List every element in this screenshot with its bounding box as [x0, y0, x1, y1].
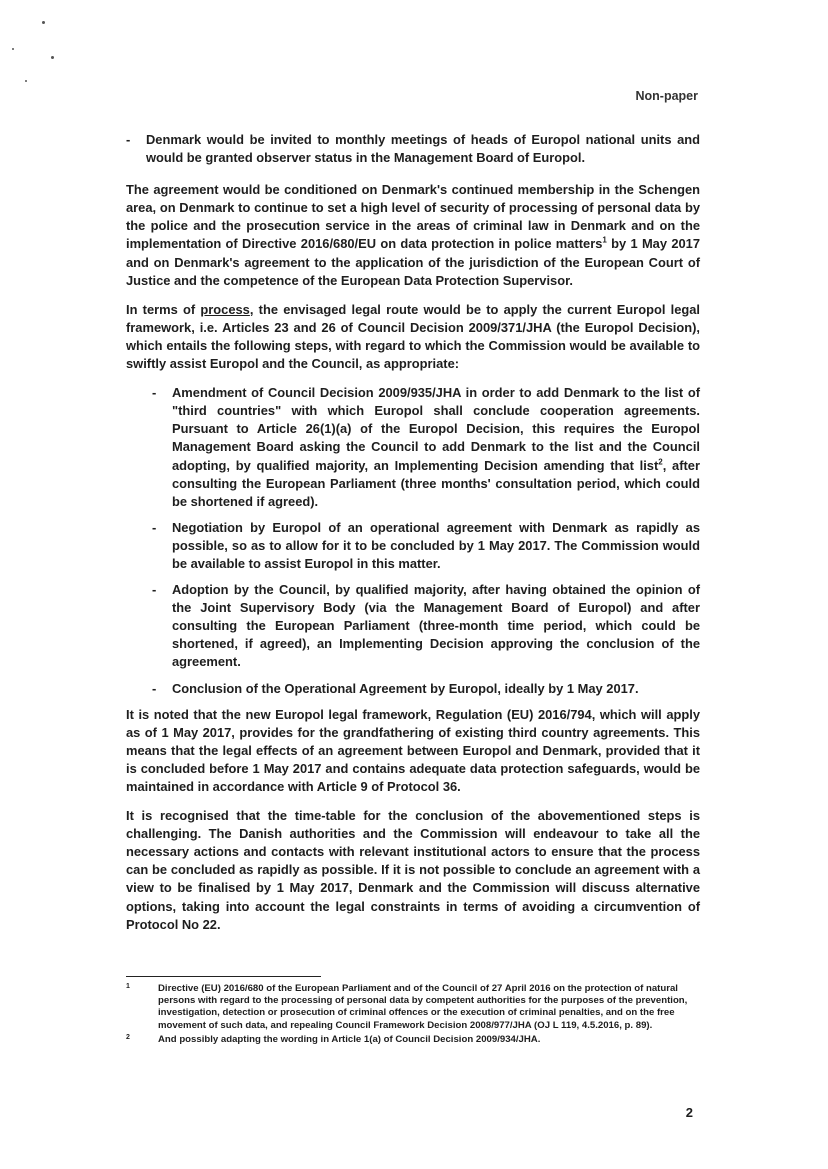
footnote-1	[126, 983, 700, 1032]
step-text-b: , after consulting the European Parliament (three months' consultation period, which could be shortened if agreed).	[172, 457, 700, 509]
paragraph-timetable: It is recognised that the time-table for the conclusion of the abovementioned steps is challenging. The Danish authorities and the Commission will endeavour to take all the necessary actions and contacts with relevant institutional actors to ensure that the process can be concluded as rapidly as possible. If it is not possible to conclude an agreement with a view to be finalised by 1 May 2017, Denmark and the Commission will discuss alternative options, taking into account the legal constraints in terms of avoiding a circumvention of Protocol No 22.	[126, 808, 700, 932]
intro-bullet	[126, 131, 700, 167]
footnote-ref-1: 1	[602, 236, 607, 246]
scan-speck	[51, 56, 54, 59]
bullet-dash: -	[152, 582, 157, 598]
paragraph-conditions-text-b: by 1 May 2017 and on Denmark's agreement to the application of the jurisdiction of the European Court of Justice and the competence of the European Data Protection Supervisor.	[126, 236, 700, 288]
paragraph-conditions	[126, 181, 700, 290]
paragraph-process-pre: In terms of	[126, 301, 201, 317]
footnote-number: 1	[126, 983, 130, 990]
intro-bullet-text: Denmark would be invited to monthly meetings of heads of Europol national units and would be granted observer status in the Management Board of Europol.	[146, 132, 700, 166]
header-label: Non-paper	[635, 89, 698, 103]
scan-speck	[12, 48, 14, 50]
paragraph-process	[126, 301, 700, 373]
footnote-text: And possibly adapting the wording in Article 1(a) of Council Decision 2009/934/JHA.	[158, 1033, 541, 1045]
paragraph-process-post: , the envisaged legal route would be to apply the current Europol legal framework, i.e. Articles 23 and 26 of Council Decision 2009/371/JHA (the Europol Decision), which entails the following steps, with regard to which the Commission would be available to swiftly assist Europol and the Council, as appropriate:	[126, 301, 700, 372]
paragraph-grandfathering: It is noted that the new Europol legal framework, Regulation (EU) 2016/794, which will apply as of 1 May 2017, provides for the grandfathering of existing third country agreements. This means that the legal effects of an agreement between Europol and Denmark, provided that it is concluded before 1 May 2017 and contains adequate data protection safeguards, would be maintained in accordance with Article 9 of Protocol 36.	[126, 706, 700, 794]
document-body	[126, 131, 700, 945]
step-item	[126, 680, 700, 698]
steps-list	[126, 384, 700, 698]
step-text-a: Negotiation by Europol of an operational agreement with Denmark as rapidly as possible, so as to allow for it to be concluded by 1 May 2017. The Commission would be available to assist Europol in this matter.	[172, 519, 700, 571]
bullet-dash: -	[126, 132, 131, 147]
footnote-ref-2: 2	[658, 457, 663, 467]
step-text-a: Adoption by the Council, by qualified majority, after having obtained the opinion of the Joint Supervisory Body (via the Management Board of Europol) and after consulting the European Parliament (three-month time period, which could be shortened, if agreed), an Implementing Decision approving the conclusion of the agreement.	[172, 582, 700, 670]
step-item	[126, 581, 700, 671]
footnote-separator	[126, 976, 321, 977]
footnotes	[126, 976, 700, 1048]
step-item	[126, 384, 700, 511]
bullet-dash: -	[152, 519, 157, 535]
scan-speck	[25, 80, 27, 82]
scan-speck	[42, 21, 45, 24]
step-text-a: Conclusion of the Operational Agreement by Europol, ideally by 1 May 2017.	[172, 680, 639, 696]
page-number: 2	[685, 1105, 693, 1120]
bullet-dash: -	[152, 385, 157, 401]
step-text-a: Amendment of Council Decision 2009/935/JHA in order to add Denmark to the list of "third countries" with which Europol shall conclude cooperation agreements. Pursuant to Article 26(1)(a) of the Europol Decision, this requires the Europol Management Board asking the Council to add Denmark to the list and the Council adopting, by qualified majority, an Implementing Decision amending that list	[172, 385, 700, 473]
step-item	[126, 519, 700, 573]
footnote-2	[126, 1034, 700, 1046]
footnote-text: Directive (EU) 2016/680 of the European Parliament and of the Council of 27 April 2016 on the protection of natural persons with regard to the processing of personal data by competent authorities for the purposes of the prevention, investigation, detection or prosecution of criminal offences or the execution of criminal penalties, and on the free movement of such data, and repealing Council Framework Decision 2008/977/JHA (OJ L 119, 4.5.2016, p. 89).	[158, 983, 688, 1031]
footnote-number: 2	[126, 1033, 130, 1041]
bullet-dash: -	[152, 680, 157, 696]
process-underlined: process	[200, 301, 250, 317]
paragraph-conditions-text-a: The agreement would be conditioned on Denmark's continued membership in the Schengen area, on Denmark to continue to set a high level of security of processing of personal data by the police and the prosecution service in the areas of criminal law in Denmark and on the implementation of Directive 2016/680/EU on data protection in police matters	[126, 182, 700, 252]
